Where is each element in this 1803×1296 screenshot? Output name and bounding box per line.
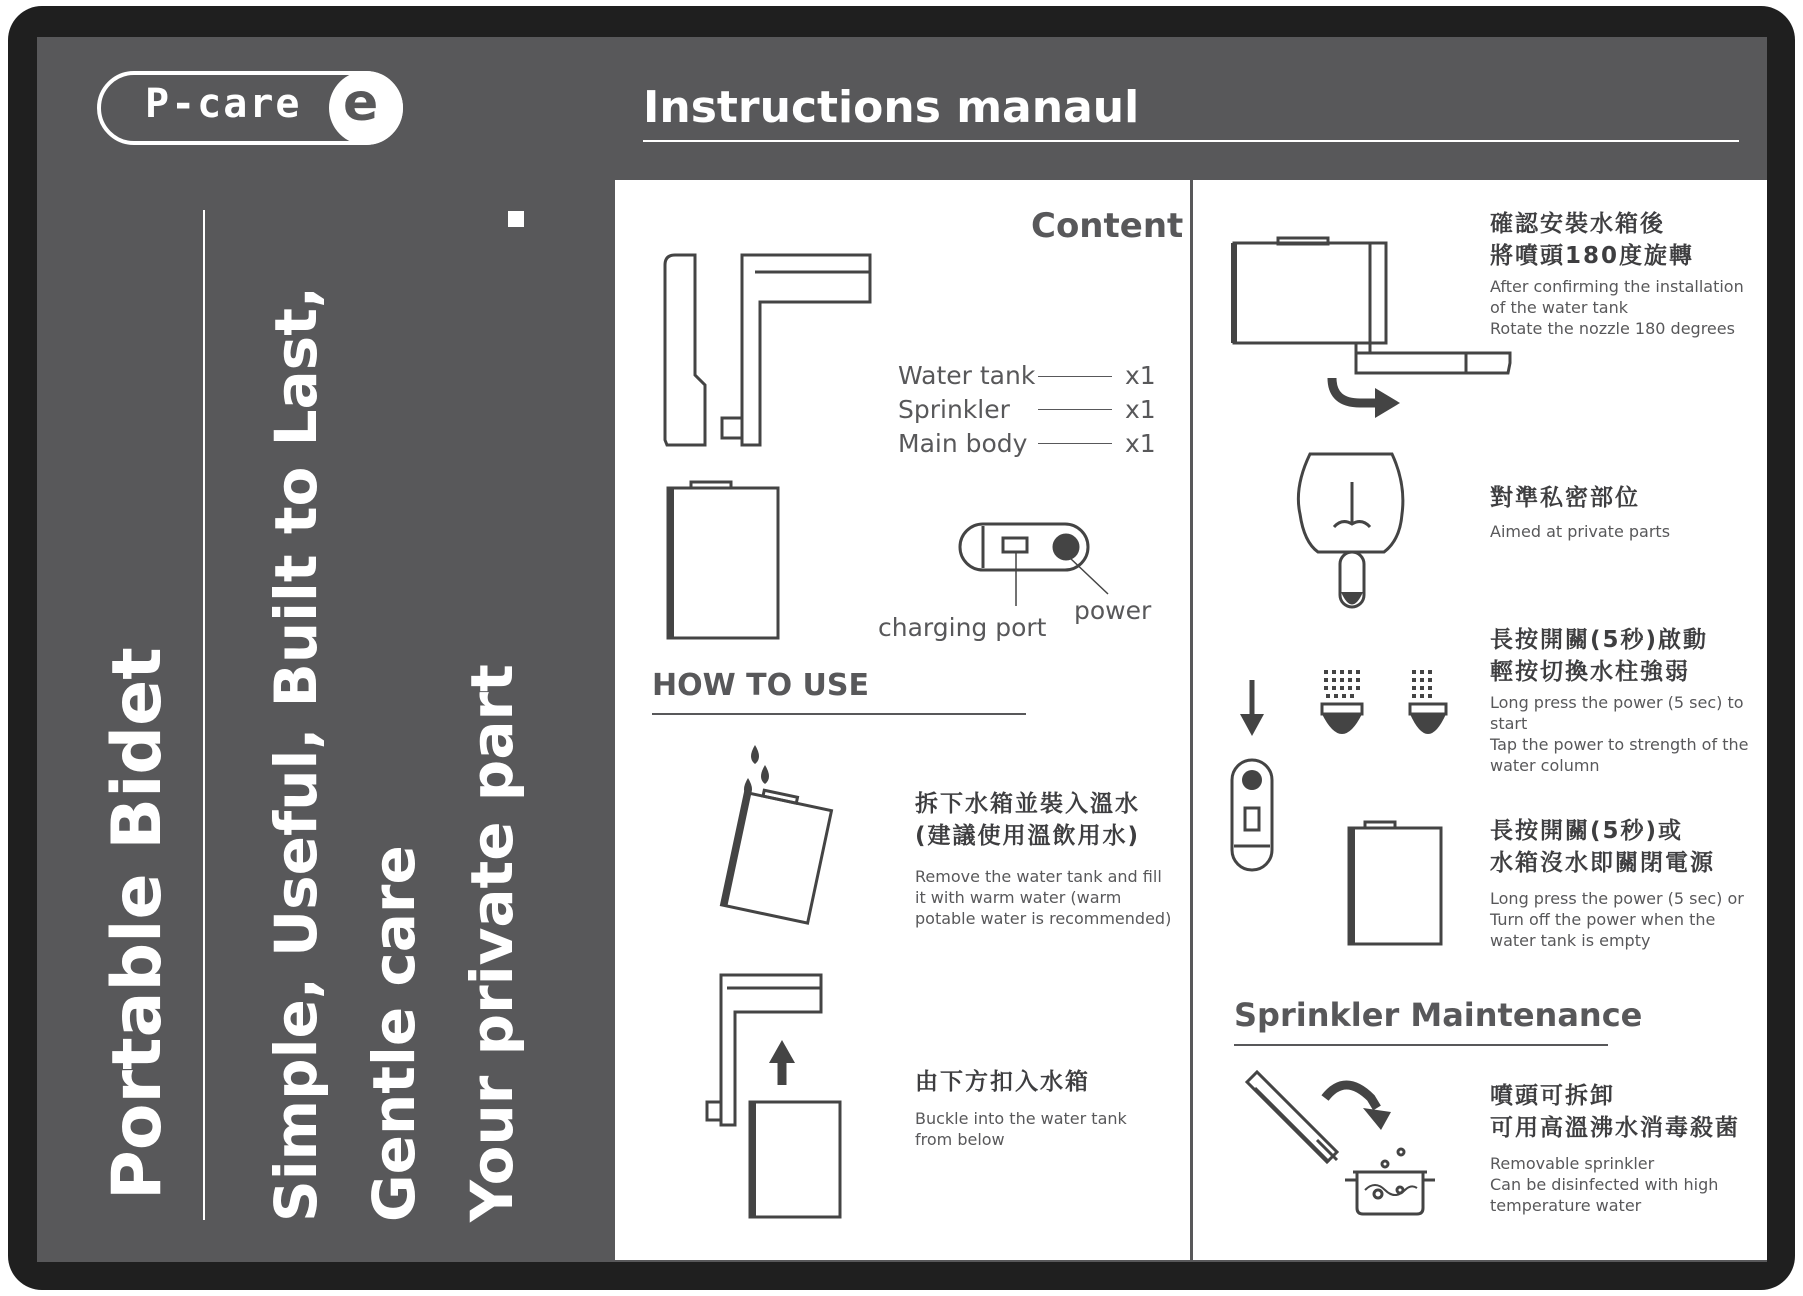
step-5-en-line: Long press the power (5 sec) to	[1490, 693, 1744, 712]
step-3-en-line: After confirming the installation	[1490, 277, 1744, 296]
step-2-en-line: Buckle into the water tank	[915, 1109, 1127, 1128]
maintenance-rule	[1234, 1044, 1608, 1046]
tagline-line-3: Your private part	[458, 664, 526, 1222]
step-5-en-line: water column	[1490, 756, 1600, 775]
step-4-en	[1490, 521, 1670, 542]
sterilize-sprinkler-icon	[1245, 1068, 1465, 1218]
leader-line	[1038, 409, 1112, 410]
maintenance-en-line: Can be disinfected with high	[1490, 1175, 1719, 1194]
step-3-en-line: of the water tank	[1490, 298, 1629, 317]
step-3-en-line: Rotate the nozzle 180 degrees	[1490, 319, 1735, 338]
step-1-en	[915, 866, 1171, 929]
step-5-zh-line-1: 長按開關(5秒)啟動	[1490, 627, 1709, 653]
maintenance-en	[1490, 1153, 1718, 1216]
fill-water-tank-icon	[710, 740, 840, 930]
logo-circle	[329, 71, 403, 145]
how-to-use-title: HOW TO USE	[652, 668, 870, 703]
control-panel-icon	[958, 522, 1118, 602]
step-6-zh-line-2: 水箱沒水即關閉電源	[1490, 850, 1715, 876]
bidet-parts-icon	[660, 250, 890, 450]
buckle-tank-icon	[705, 970, 845, 1220]
step-4-en-line: Aimed at private parts	[1490, 522, 1671, 541]
how-to-use-rule	[652, 713, 1026, 715]
tagline: Simple, Useful, Built to Last,	[262, 286, 330, 1222]
maintenance-title: Sprinkler Maintenance	[1234, 996, 1643, 1034]
step-1-en-line: it with warm water (warm	[915, 888, 1122, 907]
panel-divider	[1190, 180, 1193, 1260]
step-6-zh-line-1: 長按開關(5秒)或	[1490, 818, 1684, 844]
decorative-square	[508, 211, 524, 227]
header-rule	[643, 140, 1739, 142]
step-2-en-line: from below	[915, 1130, 1005, 1149]
step-1-en-line: potable water is recommended)	[915, 909, 1172, 928]
step-5-en-line: Tap the power to strength of the	[1490, 735, 1749, 754]
step-2-zh-line-1: 由下方扣入水箱	[915, 1069, 1090, 1095]
product-name: Portable Bidet	[98, 647, 177, 1200]
step-6-en-line: Long press the power (5 sec) or	[1490, 889, 1744, 908]
content-item-qty: x1	[1125, 429, 1156, 458]
header-title: Instructions manaul	[643, 82, 1140, 133]
charging-port-label: charging port	[878, 613, 1047, 642]
power-off-tank-icon	[1347, 822, 1447, 947]
step-6-en-line: water tank is empty	[1490, 931, 1651, 950]
logo-letter: e	[343, 73, 379, 133]
content-item-qty: x1	[1125, 361, 1156, 390]
brand-logo	[97, 71, 403, 145]
content-item-name: Water tank	[898, 361, 1036, 390]
rotate-nozzle-icon	[1230, 238, 1516, 418]
leader-line	[1038, 376, 1112, 377]
power-label: power	[1074, 596, 1152, 625]
leader-line	[1038, 443, 1112, 444]
step-3-zh-line-1: 確認安裝水箱後	[1490, 211, 1665, 237]
content-title: Content	[1031, 206, 1184, 246]
aim-body-icon	[1292, 452, 1412, 617]
maintenance-en-line: Removable sprinkler	[1490, 1154, 1655, 1173]
maintenance-zh-line-1: 噴頭可拆卸	[1490, 1083, 1615, 1109]
sidebar-divider	[203, 210, 205, 1220]
water-tank-icon	[663, 482, 783, 642]
content-item-qty: x1	[1125, 395, 1156, 424]
step-6-en-line: Turn off the power when the	[1490, 910, 1716, 929]
maintenance-zh-line-2: 可用高溫沸水消毒殺菌	[1490, 1115, 1740, 1141]
step-6-en	[1490, 888, 1744, 951]
step-1-en-line: Remove the water tank and fill	[915, 867, 1162, 886]
step-3-en	[1490, 276, 1744, 339]
step-5-en	[1490, 692, 1748, 776]
step-1-zh-line-2: (建議使用溫飲用水)	[915, 823, 1141, 849]
content-item-name: Main body	[898, 429, 1028, 458]
step-1-zh-line-1: 拆下水箱並裝入溫水	[915, 791, 1140, 817]
step-5-zh-line-2: 輕按切換水柱強弱	[1490, 659, 1690, 685]
maintenance-en-line: temperature water	[1490, 1196, 1642, 1215]
content-item-name: Sprinkler	[898, 395, 1010, 424]
tagline-line-2: Gentle care	[360, 845, 428, 1222]
step-3-zh-line-2: 將噴頭180度旋轉	[1490, 243, 1695, 269]
step-2-en	[915, 1108, 1127, 1150]
step-4-zh-line-1: 對準私密部位	[1490, 485, 1640, 511]
logo-text: P-care	[145, 81, 302, 127]
step-5-en-line: start	[1490, 714, 1528, 733]
